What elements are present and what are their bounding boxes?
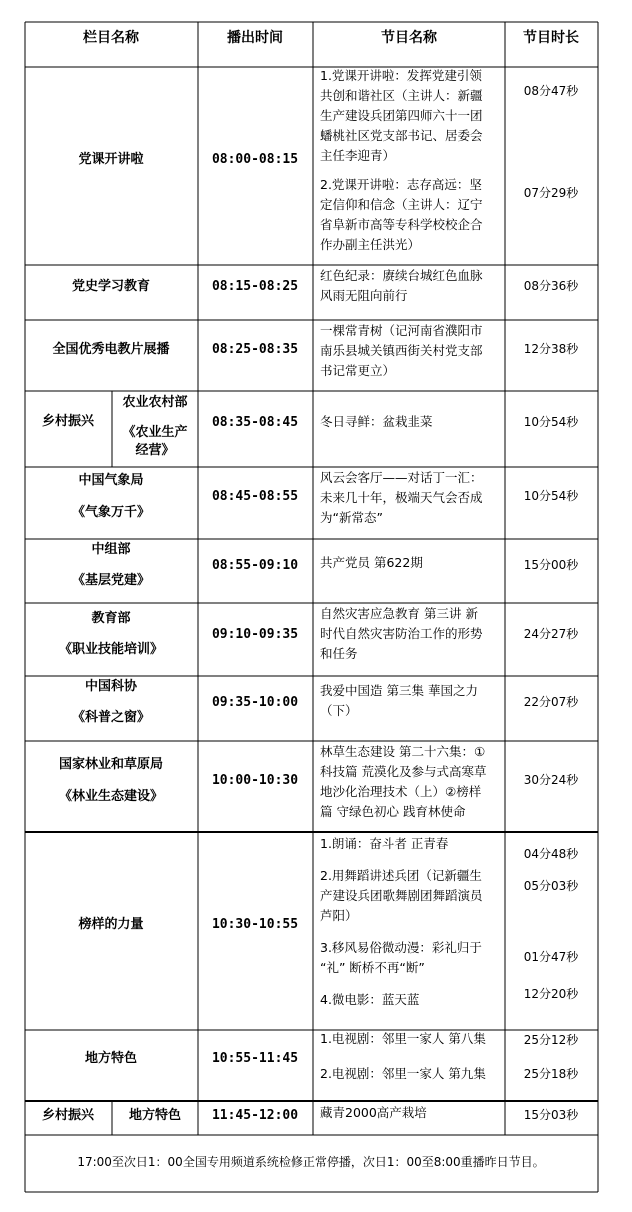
row-program: 1.朗诵：奋斗者 正青春 xyxy=(320,836,449,851)
row-time: 08:35-08:45 xyxy=(211,415,299,430)
row-column: 《职业技能培训》 xyxy=(58,642,164,657)
row-column-left: 乡村振兴 xyxy=(41,1108,95,1123)
row-time: 10:30-10:55 xyxy=(211,917,299,932)
row-column: 《基层党建》 xyxy=(71,573,151,588)
row-column-right: 经营》 xyxy=(135,443,175,458)
table-row xyxy=(42,1105,579,1123)
row-column-right: 《农业生产 xyxy=(122,425,188,440)
row-time: 09:35-10:00 xyxy=(211,695,299,710)
row-duration: 07分29秒 xyxy=(523,186,579,200)
header-duration: 节目时长 xyxy=(523,30,579,46)
header-program: 节目名称 xyxy=(381,30,437,46)
row-duration: 10分54秒 xyxy=(523,489,579,503)
row-column: 《科普之窗》 xyxy=(71,710,151,725)
row-column: 地方特色 xyxy=(84,1051,138,1066)
row-time: 08:45-08:55 xyxy=(211,489,299,504)
table-row xyxy=(72,268,579,303)
table-row xyxy=(72,678,579,725)
row-program: 2.党课开讲啦：志存高远：坚 定信仰和信念（主讲人：辽宁 省阜新市高等专科学校校企合 作办副主任洪光） xyxy=(320,177,483,252)
row-duration: 08分47秒 xyxy=(523,84,579,98)
row-duration: 12分20秒 xyxy=(523,987,579,1001)
row-duration: 05分03秒 xyxy=(523,879,579,893)
row-program: 我爱中国造 第三集 華国之力 （下） xyxy=(320,683,478,718)
row-time: 11:45-12:00 xyxy=(211,1108,299,1123)
row-column: 《气象万千》 xyxy=(71,505,151,520)
table-row xyxy=(52,323,579,378)
row-time: 10:00-10:30 xyxy=(211,773,299,788)
row-time: 08:55-09:10 xyxy=(211,558,299,573)
row-column-left: 乡村振兴 xyxy=(41,414,95,429)
table-row xyxy=(78,68,579,252)
row-time: 09:10-09:35 xyxy=(211,627,299,642)
footer-note: 17:00至次日1：00全国专用频道系统检修正常停播，次日1：00至8:00重播昨日节目。 xyxy=(77,1155,545,1169)
row-duration: 01分47秒 xyxy=(523,950,579,964)
row-program: 1.党课开讲啦：发挥党建引领 共创和谐社区（主讲人：新疆 生产建设兵团第四师六十一团 蟠桃社区党支部书记、居委会 主任李迎青） xyxy=(320,68,483,163)
row-column: 教育部 xyxy=(91,611,131,626)
row-duration: 08分36秒 xyxy=(523,279,579,293)
table-grid xyxy=(25,22,598,1192)
row-duration: 12分38秒 xyxy=(523,342,579,356)
row-duration: 15分03秒 xyxy=(523,1108,579,1122)
row-column: 榜样的力量 xyxy=(78,917,144,932)
header-time: 播出时间 xyxy=(227,30,283,46)
row-column: 国家林业和草原局 xyxy=(58,757,164,772)
row-duration: 25分12秒 xyxy=(523,1033,579,1047)
table-row xyxy=(59,744,579,819)
row-duration: 15分00秒 xyxy=(523,558,579,572)
row-program: 3.移风易俗微动漫：彩礼归于 “礼” 断桥不再“断” xyxy=(320,940,482,975)
table-row xyxy=(72,470,579,525)
row-duration: 04分48秒 xyxy=(523,847,579,861)
table-row xyxy=(72,541,579,588)
row-program: 一棵常青树（记河南省濮阳市 南乐县城关镇西街关村党支部 书记常更立） xyxy=(320,323,483,378)
row-time: 08:00-08:15 xyxy=(211,152,299,167)
row-column: 中国气象局 xyxy=(78,473,144,488)
row-column: 党课开讲啦 xyxy=(78,152,144,167)
row-duration: 10分54秒 xyxy=(523,415,579,429)
row-duration: 24分27秒 xyxy=(523,627,579,641)
table-row xyxy=(59,606,579,661)
row-program: 1.电视剧：邻里一家人 第八集 xyxy=(320,1031,486,1046)
row-program: 共产党员 第622期 xyxy=(320,555,423,570)
row-time: 08:25-08:35 xyxy=(211,342,299,357)
row-duration: 30分24秒 xyxy=(523,773,579,787)
row-program: 林草生态建设 第二十六集：① 科技篇 荒漠化及参与式高寒草 地沙化治理技术（上）②榜样 篇 守绿色初心 践育林使命 xyxy=(320,744,487,819)
row-column: 中国科协 xyxy=(84,679,138,694)
table-row xyxy=(42,394,579,458)
row-column: 中组部 xyxy=(91,542,131,557)
row-program: 风云会客厅——对话丁一汇： 未来几十年，极端天气会否成 为“新常态” xyxy=(320,470,483,525)
header-column: 栏目名称 xyxy=(83,30,139,46)
row-program: 红色纪录：赓续台城红色血脉 风雨无阻向前行 xyxy=(320,268,483,303)
row-column-right: 农业农村部 xyxy=(122,395,188,410)
row-duration: 25分18秒 xyxy=(523,1067,579,1081)
row-program: 2.用舞蹈讲述兵团（记新疆生 产建设兵团歌舞剧团舞蹈演员 芦阳） xyxy=(320,868,483,923)
row-column: 党史学习教育 xyxy=(71,279,151,294)
row-program: 冬日寻鲜：盆栽韭菜 xyxy=(320,414,433,429)
row-time: 10:55-11:45 xyxy=(211,1051,299,1066)
row-column: 《林业生态建设》 xyxy=(58,789,164,804)
row-program: 4.微电影：蓝天蓝 xyxy=(320,992,420,1007)
table-row xyxy=(77,836,579,1007)
row-column: 全国优秀电教片展播 xyxy=(52,342,170,357)
row-column-right: 地方特色 xyxy=(128,1108,182,1123)
row-time: 08:15-08:25 xyxy=(211,279,299,294)
row-program: 藏青2000高产栽培 xyxy=(320,1105,427,1120)
row-program: 自然灾害应急教育 第三讲 新 时代自然灾害防治工作的形势 和任务 xyxy=(320,606,483,661)
row-program: 2.电视剧：邻里一家人 第九集 xyxy=(320,1066,486,1081)
row-duration: 22分07秒 xyxy=(523,695,579,709)
